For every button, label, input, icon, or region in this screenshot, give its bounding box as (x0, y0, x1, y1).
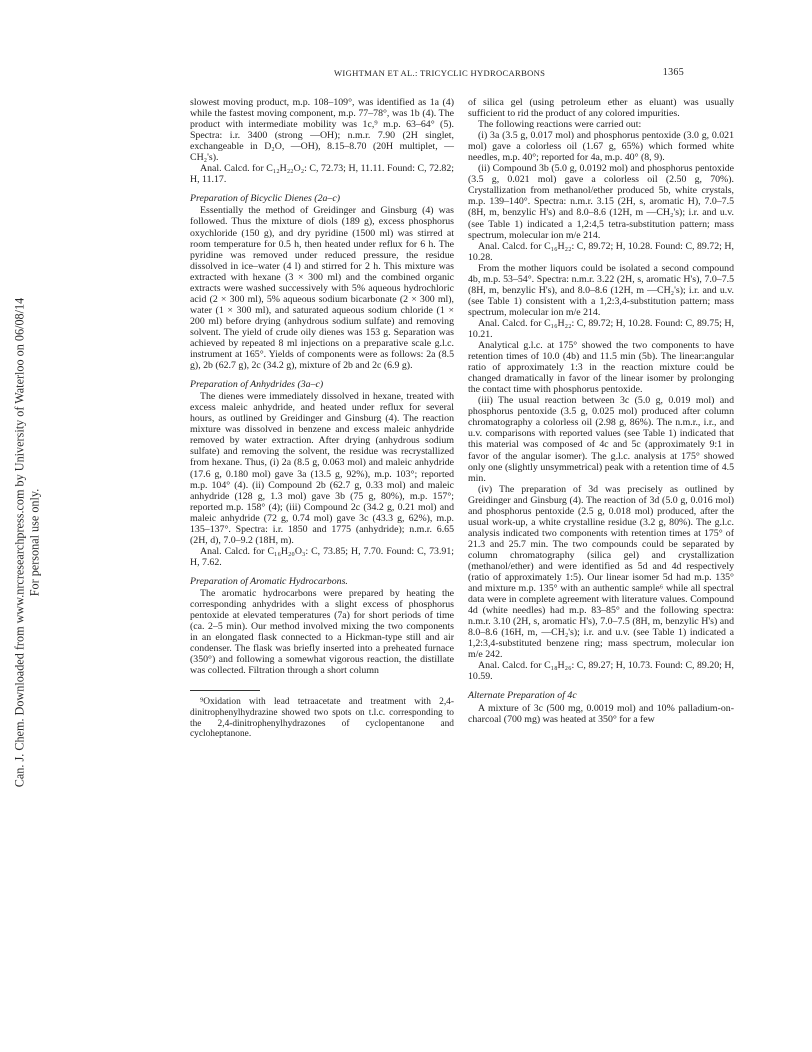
paragraph: Analytical g.l.c. at 175° showed the two components to have retention times of 10.0 (4b) and 11.5 min (5b). The linear:angular ratio of approximately 1:3 in the reaction mixture could be changed dramatically in favor of the linear isomer by prolonging the contact time with phosphorus pentoxide. (468, 340, 734, 396)
paragraph: A mixture of 3c (500 mg, 0.0019 mol) and 10% palladium-on-charcoal (700 mg) was heated at 350° for a few (468, 702, 734, 725)
reaction-paragraph: (iv) The preparation of 3d was precisely as outlined by Greidinger and Ginsburg (4). The reaction of 3d (5.0 g, 0.016 mol) and phosphorus pentoxide (2.5 g, 0.018 mol) produced, after the usual work-up, a white crystalline residue (3.2 g, 80%). The g.l.c. analysis indicated two components with retention times at 175° of 21.3 and 25.7 min. The two compounds could be separated by column chromatography (silica gel) and crystallization (methanol/ether) and were identified as 5d and 4d respectively (ratio of approximately 1:5). Our linear isomer 5d had m.p. 135° and mixture m.p. 135° with an authentic sample⁶ while all spectral data were in complete agreement with literature values. Compound 4d (white needles) had m.p. 83–85° and the following spectra: n.m.r. 3.10 (2H, s, aromatic H's), 7.0–7.5 (8H, m, benzylic H's) and 8.0–8.6 (16H, m, —CH₂'s); i.r. and u.v. (see Table 1) indicated a 1,2:3,4-substituted benzene ring; mass spectrum, molecular ion m/e 242. (468, 483, 734, 661)
paragraph: The dienes were immediately dissolved in hexane, treated with excess maleic anhydride, and heated under reflux for several hours, as outlined by Greidinger and Ginsburg (4). The reaction mixture was dissolved in benzene and excess maleic anhydride removed by water extraction. After drying (anhydrous sodium sulfate) and removing the solvent, the residue was recrystallized from hexane. Thus, (i) 2a (8.5 g, 0.063 mol) and maleic anhydride (17.6 g, 0.180 mol) gave 3a (13.5 g, 92%), m.p. 103°; reported m.p. 104° (4). (ii) Compound 2b (62.7 g, 0.33 mol) and maleic anhydride (128 g, 1.3 mol) gave 3b (75 g, 80%), m.p. 157°; reported m.p. 158° (4); (iii) Compound 2c (34.2 g, 0.21 mol) and maleic anhydride (72 g, 0.74 mol) gave 3c (43.3 g, 62%), m.p. 135–137°. Spectra: i.r. 1850 and 1775 (anhydride); n.m.r. 6.65 (2H, d), 7.0–9.2 (18H, m). (190, 391, 454, 546)
analysis-paragraph: Anal. Calcd. for C₁₂H₂₂O₂: C, 72.73; H, 11.11. Found: C, 72.82; H, 11.17. (190, 163, 454, 186)
analysis-paragraph: Anal. Calcd. for C₁₆H₂₂: C, 89.72; H, 10.28. Found: C, 89.75; H, 10.21. (468, 317, 734, 340)
paragraph: From the mother liquors could be isolated a second compound 4b, m.p. 53–54°. Spectra: n.m.r. 3.22 (2H, s, aromatic H's), 7.0–7.5 (8H, m, benzylic H's), and 8.0–8.6 (12H, m —CH₂'s); i.r. and u.v. (see Table 1) consistent with a 1,2:3,4-substitution pattern; mass spectrum, molecular ion m/e 214. (468, 262, 734, 318)
download-stamp-line-1: Can. J. Chem. Downloaded from www.nrcresearchpress.com by University of Waterloo on 06/08/14 (12, 297, 27, 788)
section-heading-anhydrides: Preparation of Anhydrides (3a–c) (190, 379, 324, 391)
download-stamp-line-2: For personal use only. (27, 488, 41, 597)
running-title: WIGHTMAN ET AL.: TRICYCLIC HYDROCARBONS (334, 68, 546, 78)
download-stamp (13, 218, 42, 868)
section-heading-dienes: Preparation of Bicyclic Dienes (2a–c) (190, 193, 340, 205)
analysis-paragraph: Anal. Calcd. for C₁₆H₂₂: C, 89.72; H, 10.28. Found: C, 89.72; H, 10.28. (468, 240, 734, 263)
paragraph: slowest moving product, m.p. 108–109°, was identified as 1a (4) while the fastest moving component, m.p. 77–78°, was 1b (4). The product with intermediate mobility was 1c,⁹ m.p. 63–64° (5). Spectra: i.r. 3400 (strong —OH); n.m.r. 7.90 (2H singlet, exchangeable in D₂O, —OH), 8.15–8.70 (20H multiplet, —CH₂'s). (190, 97, 454, 164)
footnote-divider (190, 690, 260, 691)
reaction-paragraph: (iii) The usual reaction between 3c (5.0 g, 0.019 mol) and phosphorus pentoxide (3.5 g, 0.025 mol) produced after column chromatography a colorless oil (2.98 g, 86%). The n.m.r., i.r., and u.v. comparisons with reported values (see Table 1) indicated that this material was composed of 4c and 5c (approximately 9:1 in favor of the angular isomer). The g.l.c. analysis at 175° showed only one (slightly unsymmetrical) peak with a retention time of 4.5 min. (468, 395, 734, 484)
page-number: 1365 (662, 67, 684, 78)
paragraph: The aromatic hydrocarbons were prepared by heating the corresponding anhydrides with a slight excess of phosphorus pentoxide at elevated temperatures (7a) for short periods of time (ca. 2–5 min). Our method involved mixing the two components in an elongated flask connected to a Hickman-type still and air condenser. The flask was briefly inserted into a preheated furnace (350°) and following a somewhat vigorous reaction, the distillate was collected. Filtration through a short column (190, 587, 454, 677)
analysis-paragraph: Anal. Calcd. for C₁₈H₂₆: C, 89.27; H, 10.73. Found: C, 89.20; H, 10.59. (468, 660, 734, 683)
paragraph: of silica gel (using petroleum ether as eluant) was usually sufficient to rid the product of any colored impurities. (468, 97, 734, 120)
section-heading-alternate: Alternate Preparation of 4c (468, 690, 577, 702)
analysis-paragraph: Anal. Calcd. for C₁₆H₂₀O₃: C, 73.85; H, 7.70. Found: C, 73.91; H, 7.62. (190, 545, 454, 568)
section-heading-aromatic: Preparation of Aromatic Hydrocarbons. (190, 575, 348, 587)
left-column (190, 97, 454, 740)
right-column (468, 97, 734, 725)
paragraph: The following reactions were carried out: (478, 119, 642, 131)
paragraph: Essentially the method of Greidinger and Ginsburg (4) was followed. Thus the mixture of diols (189 g), excess phosphorus oxychloride (150 g), and dry pyridine (1500 ml) was stirred at room temperature for 0.5 h, then heated under reflux for 6 h. The pyridine was removed under reduced pressure, the residue dissolved in ice–water (4 l) and stirred for 2 h. This mixture was extracted with hexane (3 × 300 ml) and the combined organic extracts were washed successively with 5% aqueous hydrochloric acid (2 × 300 ml), 5% aqueous sodium bicarbonate (2 × 300 ml), water (1 × 300 ml), and saturated aqueous sodium chloride (1 × 200 ml) before drying (anhydrous sodium sulfate) and removing solvent. The yield of crude oily dienes was 153 g. Separation was achieved by repeated 8 ml injections on a preparative scale g.l.c. instrument at 165°. Yields of components were as follows: 2a (8.5 g), 2b (62.7 g), 2c (34.2 g), mixture of 2b and 2c (6.9 g). (190, 205, 454, 372)
reaction-paragraph: (i) 3a (3.5 g, 0.017 mol) and phosphorus pentoxide (3.0 g, 0.021 mol) gave a colorless oil (1.67 g, 65%) which formed white needles, m.p. 40°; reported for 4a, m.p. 40° (8, 9). (468, 130, 734, 164)
reaction-paragraph: (ii) Compound 3b (5.0 g, 0.0192 mol) and phosphorus pentoxide (3.5 g, 0.021 mol) gave a colorless oil (2.50 g, 70%). Crystallization from methanol/ether produced 5b, white crystals, m.p. 139–140°. Spectra: n.m.r. 3.15 (2H, s, aromatic H), 7.0–7.5 (8H, m, benzylic H's) and 8.0–8.6 (12H, m —CH₂'s); i.r. and u.v. (see Table 1) indicated a 1,2:4,5 tetra-substitution pattern; mass spectrum, molecular ion m/e 214. (468, 163, 734, 241)
footnote: ⁹Oxidation with lead tetraacetate and treatment with 2,4-dinitrophenylhydrazine showed two spots on t.l.c. corresponding to the 2,4-dinitrophenylhydrazones of cyclopentanone and cycloheptanone. (190, 697, 454, 740)
